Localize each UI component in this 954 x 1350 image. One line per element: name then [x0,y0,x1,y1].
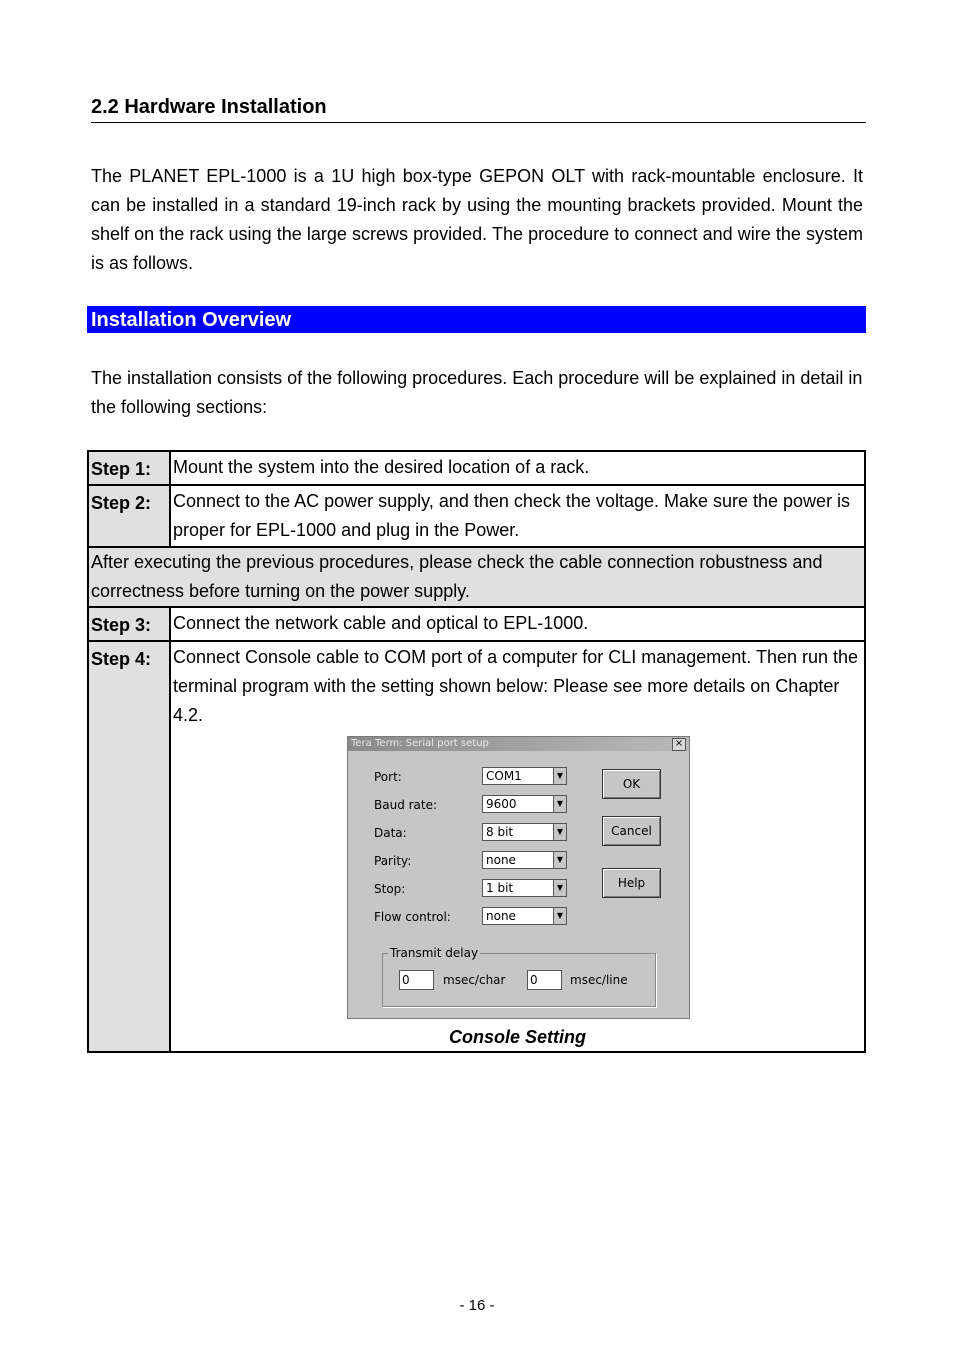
step-text: Connect Console cable to COM port of a computer for CLI management. Then run the terminal program with the setting shown below: Please see more details on Chapter 4.2. [173,647,859,725]
chevron-down-icon: ▼ [553,852,566,868]
intro-paragraph: The PLANET EPL-1000 is a 1U high box-type GEPON OLT with rack-mountable enclosure. It can be installed in a standard 19-inch rack by using the mounting brackets provided. Mount the shelf on the rack using the large screws provided. The procedure to connect and wire the system is as follows. [91,166,863,273]
step-label: Step 2: [88,485,170,547]
page-number: - 16 - [459,1297,495,1314]
step-row [88,485,865,547]
stop-label: Stop: [374,882,406,896]
section-heading: 2.2 Hardware Installation [91,96,866,123]
installation-overview-banner: Installation Overview [87,306,866,333]
step-cell [170,641,865,1052]
data-label: Data: [374,826,407,840]
port-select[interactable] [482,767,567,785]
steps-table [87,450,866,1053]
msec-char-input[interactable]: 0 [399,970,434,990]
step-label: Step 4: [88,641,170,1052]
flow-control-label: Flow control: [374,910,451,924]
cancel-button[interactable]: Cancel [602,816,661,846]
step-row [88,607,865,641]
port-value: COM1 [486,769,522,783]
note-row [88,547,865,607]
transmit-delay-title: Transmit delay [390,946,479,960]
ok-button[interactable]: OK [602,769,661,799]
flow-control-select[interactable] [482,907,567,925]
lead-paragraph: The installation consists of the following procedures. Each procedure will be explained in detail in the following sections: [91,368,863,417]
stop-select[interactable] [482,879,567,897]
data-select[interactable] [482,823,567,841]
close-icon[interactable]: × [672,738,686,751]
help-button[interactable]: Help [602,868,661,898]
parity-select[interactable] [482,851,567,869]
chevron-down-icon: ▼ [553,824,566,840]
msec-line-label: msec/line [570,973,628,987]
step-text: Connect to the AC power supply, and then check the voltage. Make sure the power is proper for EPL-1000 and plug in the Power. [170,485,865,547]
stop-value: 1 bit [486,881,514,895]
chevron-down-icon: ▼ [553,880,566,896]
parity-label: Parity: [374,854,412,868]
data-value: 8 bit [486,825,514,839]
serial-port-setup-dialog [347,736,690,1019]
step-label: Step 1: [88,451,170,485]
chevron-down-icon: ▼ [553,796,566,812]
step-text: Mount the system into the desired location of a rack. [170,451,865,485]
dialog-title: Tera Term: Serial port setup [348,737,689,751]
parity-value: none [486,853,516,867]
baud-rate-label: Baud rate: [374,798,438,812]
chevron-down-icon: ▼ [553,908,566,924]
step-label: Step 3: [88,607,170,641]
baud-rate-value: 9600 [486,797,517,811]
step-text: Connect the network cable and optical to EPL-1000. [170,607,865,641]
msec-line-input[interactable]: 0 [527,970,562,990]
baud-rate-select[interactable] [482,795,567,813]
flow-control-value: none [486,909,516,923]
step-row [88,451,865,485]
chevron-down-icon: ▼ [553,768,566,784]
msec-char-label: msec/char [443,973,506,987]
step-row [88,641,865,1052]
note-text: After executing the previous procedures, please check the cable connection robustness and correctness before turning on the power supply. [88,547,865,607]
port-label: Port: [374,770,402,784]
figure-caption: Console Setting [448,1027,586,1047]
